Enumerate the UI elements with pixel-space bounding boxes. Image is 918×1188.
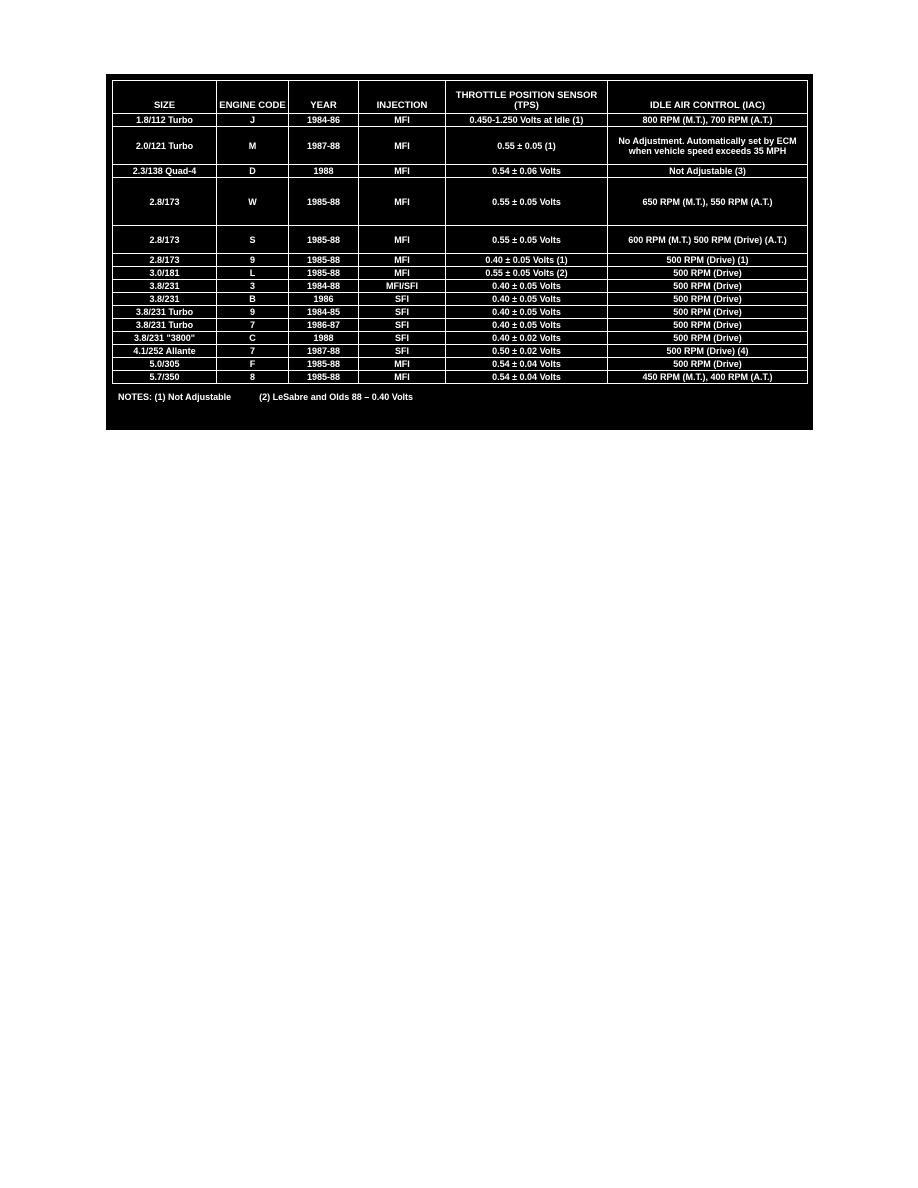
cell-iac: 500 RPM (Drive) [608,267,808,280]
table-row [113,267,808,280]
note-1: NOTES: (1) Not Adjustable [118,392,232,402]
cell-code: 8 [217,371,289,384]
cell-size: 5.0/305 [113,358,217,371]
cell-size: 4.1/252 Allante [113,345,217,358]
cell-size: 1.8/112 Turbo [113,114,217,127]
cell-iac: 500 RPM (Drive) (4) [608,345,808,358]
cell-tps: 0.55 ± 0.05 Volts [446,178,608,226]
cell-code: 9 [217,306,289,319]
cell-injection: MFI [359,267,446,280]
cell-size: 3.8/231 "3800" [113,332,217,345]
cell-tps: 0.40 ± 0.05 Volts [446,306,608,319]
cell-tps: 0.54 ± 0.04 Volts [446,371,608,384]
header-tps: THROTTLE POSITION SENSOR (TPS) [446,81,608,114]
header-engine-code: ENGINE CODE [217,81,289,114]
cell-iac: 800 RPM (M.T.), 700 RPM (A.T.) [608,114,808,127]
cell-size: 2.8/173 [113,226,217,254]
cell-tps: 0.450-1.250 Volts at Idle (1) [446,114,608,127]
cell-iac: 500 RPM (Drive) (1) [608,254,808,267]
cell-injection: MFI [359,165,446,178]
table-row [113,280,808,293]
table-row [113,319,808,332]
cell-year: 1985-88 [289,178,359,226]
cell-size: 2.0/121 Turbo [113,127,217,165]
cell-iac: 500 RPM (Drive) [608,280,808,293]
cell-code: F [217,358,289,371]
cell-injection: SFI [359,345,446,358]
table-row [113,358,808,371]
idle-spec-table [112,80,808,384]
cell-tps: 0.40 ± 0.05 Volts [446,293,608,306]
cell-code: L [217,267,289,280]
cell-injection: MFI [359,114,446,127]
table-row [113,332,808,345]
cell-iac: 500 RPM (Drive) [608,306,808,319]
cell-tps: 0.55 ± 0.05 Volts [446,226,608,254]
table-row [113,226,808,254]
cell-code: 7 [217,319,289,332]
cell-year: 1985-88 [289,358,359,371]
note-2: (2) LeSabre and Olds 88 – 0.40 Volts [259,392,414,402]
cell-year: 1985-88 [289,226,359,254]
cell-year: 1986-87 [289,319,359,332]
cell-tps: 0.55 ± 0.05 (1) [446,127,608,165]
header-iac: IDLE AIR CONTROL (IAC) [608,81,808,114]
cell-injection: MFI/SFI [359,280,446,293]
cell-size: 2.3/138 Quad-4 [113,165,217,178]
table-row [113,114,808,127]
cell-injection: MFI [359,371,446,384]
cell-size: 5.7/350 [113,371,217,384]
table-row [113,127,808,165]
cell-injection: SFI [359,319,446,332]
cell-size: 3.8/231 [113,280,217,293]
cell-code: C [217,332,289,345]
cell-code: M [217,127,289,165]
cell-iac: 500 RPM (Drive) [608,332,808,345]
table-row [113,165,808,178]
cell-iac: 500 RPM (Drive) [608,319,808,332]
cell-iac: 600 RPM (M.T.) 500 RPM (Drive) (A.T.) [608,226,808,254]
cell-year: 1985-88 [289,371,359,384]
cell-iac: 650 RPM (M.T.), 550 RPM (A.T.) [608,178,808,226]
table-row [113,345,808,358]
cell-tps: 0.50 ± 0.02 Volts [446,345,608,358]
cell-injection: MFI [359,178,446,226]
cell-year: 1984-88 [289,280,359,293]
spec-table-image [106,74,813,430]
cell-injection: MFI [359,226,446,254]
cell-code: D [217,165,289,178]
cell-tps: 0.54 ± 0.06 Volts [446,165,608,178]
header-size: SIZE [113,81,217,114]
cell-code: B [217,293,289,306]
cell-code: S [217,226,289,254]
cell-year: 1984-85 [289,306,359,319]
cell-tps: 0.54 ± 0.04 Volts [446,358,608,371]
cell-injection: MFI [359,358,446,371]
cell-tps: 0.55 ± 0.05 Volts (2) [446,267,608,280]
cell-size: 2.8/173 [113,254,217,267]
cell-code: 7 [217,345,289,358]
cell-injection: SFI [359,332,446,345]
cell-code: J [217,114,289,127]
cell-size: 2.8/173 [113,178,217,226]
cell-size: 3.8/231 [113,293,217,306]
cell-year: 1988 [289,332,359,345]
cell-iac: Not Adjustable (3) [608,165,808,178]
cell-injection: MFI [359,254,446,267]
cell-injection: MFI [359,127,446,165]
cell-year: 1987-88 [289,345,359,358]
cell-injection: SFI [359,293,446,306]
cell-year: 1988 [289,165,359,178]
cell-tps: 0.40 ± 0.05 Volts [446,280,608,293]
cell-size: 3.0/181 [113,267,217,280]
cell-size: 3.8/231 Turbo [113,319,217,332]
cell-tps: 0.40 ± 0.05 Volts [446,319,608,332]
cell-injection: SFI [359,306,446,319]
cell-iac: 500 RPM (Drive) [608,293,808,306]
cell-year: 1985-88 [289,267,359,280]
cell-code: 9 [217,254,289,267]
table-notes [112,392,807,402]
table-row [113,178,808,226]
cell-iac: No Adjustment. Automatically set by ECM when vehicle speed exceeds 35 MPH [608,127,808,165]
header-row [113,81,808,114]
cell-year: 1984-86 [289,114,359,127]
cell-year: 1986 [289,293,359,306]
cell-iac: 450 RPM (M.T.), 400 RPM (A.T.) [608,371,808,384]
header-injection: INJECTION [359,81,446,114]
table-row [113,371,808,384]
cell-iac: 500 RPM (Drive) [608,358,808,371]
cell-code: 3 [217,280,289,293]
cell-size: 3.8/231 Turbo [113,306,217,319]
cell-tps: 0.40 ± 0.02 Volts [446,332,608,345]
table-row [113,254,808,267]
cell-year: 1985-88 [289,254,359,267]
table-row [113,293,808,306]
header-year: YEAR [289,81,359,114]
cell-tps: 0.40 ± 0.05 Volts (1) [446,254,608,267]
cell-year: 1987-88 [289,127,359,165]
cell-code: W [217,178,289,226]
table-row [113,306,808,319]
